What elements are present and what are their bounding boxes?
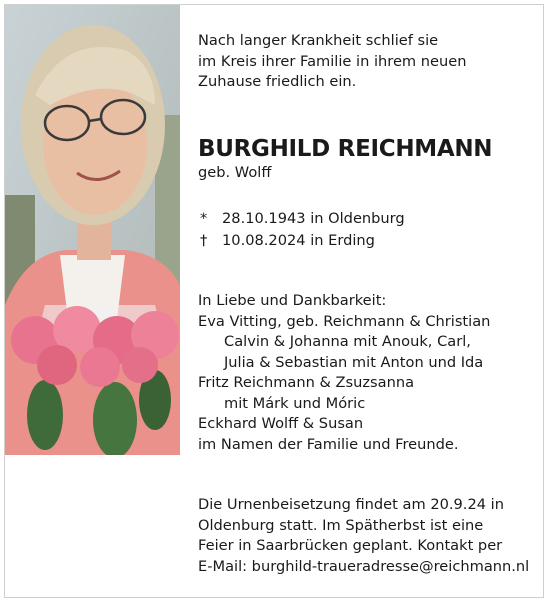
death-cross-icon: † — [200, 231, 208, 249]
death-row — [200, 230, 405, 252]
closing-line: Die Urnenbeisetzung findet am 20.9.24 in — [198, 496, 504, 513]
family-line: mit Márk und Móric — [224, 394, 366, 412]
family-line: Calvin & Johanna mit Anouk, Carl, — [224, 333, 471, 350]
maiden-name: geb. Wolff — [198, 164, 272, 181]
birth-star-icon: * — [200, 210, 208, 227]
family-line: im Namen der Familie und Freunde. — [198, 435, 459, 453]
closing-line: Oldenburg statt. Im Spätherbst ist eine — [198, 516, 484, 534]
intro-text — [198, 31, 538, 93]
deceased-name: BURGHILD REICHMANN — [198, 136, 493, 162]
portrait-photo — [5, 5, 180, 455]
closing-line: Feier in Saarbrücken geplant. Kontakt per — [198, 537, 503, 554]
intro-line: Nach langer Krankheit schlief sie — [198, 32, 439, 49]
death-date: 10.08.2024 in Erding — [222, 231, 375, 249]
portrait-illustration — [5, 5, 180, 455]
family-line: Fritz Reichmann & Zsuzsanna — [198, 374, 415, 391]
family-line: Eva Vitting, geb. Reichmann & Christian — [198, 312, 491, 330]
intro-line: im Kreis ihrer Familie in ihrem neuen — [198, 52, 467, 70]
birth-row — [200, 208, 405, 230]
family-line: Julia & Sebastian mit Anton und Ida — [224, 353, 484, 371]
family-line: In Liebe und Dankbarkeit: — [198, 292, 387, 309]
family-list — [198, 291, 538, 455]
family-line: Eckhard Wolff & Susan — [198, 415, 364, 432]
life-dates — [200, 208, 405, 251]
closing-text — [198, 495, 538, 577]
closing-line: E-Mail: burghild-traueradresse@reichmann.nl — [198, 557, 530, 575]
intro-line: Zuhause friedlich ein. — [198, 73, 357, 90]
birth-date: 28.10.1943 in Oldenburg — [222, 210, 405, 227]
